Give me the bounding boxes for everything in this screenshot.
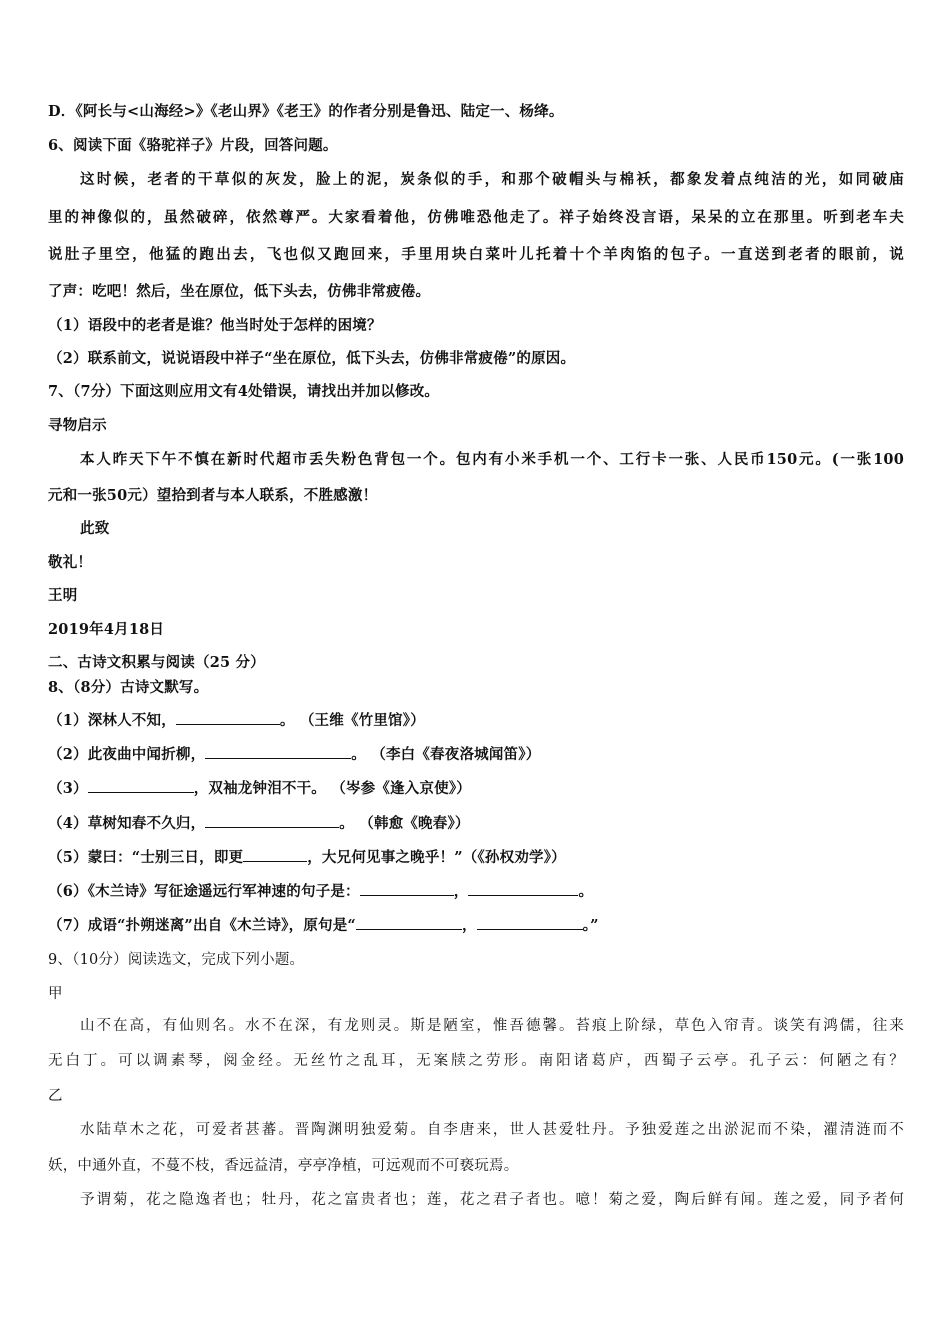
question-7-title: 7、（7分）下面这则应用文有4处错误，请找出并加以修改。 (48, 383, 440, 400)
passage-yi-line: 妖，中通外直，不蔓不枝，香远益清，亭亭净植，可远观而不可亵玩焉。 (48, 1158, 519, 1174)
recitation-item-2: （2）此夜曲中闻折柳， 。 （李白《春夜洛城闻笛》） (48, 746, 541, 763)
question-9-title: 9、（10分）阅读选文，完成下列小题。 (48, 952, 305, 968)
answer-blank[interactable] (356, 915, 462, 930)
answer-blank[interactable] (360, 881, 454, 896)
question-8-title: 8、（8分）古诗文默写。 (48, 679, 209, 696)
notice-signature: 王明 (48, 587, 78, 604)
notice-closing: 此致 (80, 520, 110, 537)
question-6-title: 6、阅读下面《骆驼祥子》片段，回答问题。 (48, 137, 338, 154)
answer-blank[interactable] (477, 915, 583, 930)
notice-date: 2019年4月18日 (48, 621, 165, 638)
recitation-item-3: （3） ，双袖龙钟泪不干。 （岑参《逢入京使》） (48, 780, 471, 797)
answer-blank[interactable] (205, 813, 339, 828)
answer-blank[interactable] (243, 847, 307, 862)
recitation-item-1: （1）深林人不知， 。 （王维《竹里馆》） (48, 712, 425, 729)
passage-jia-label: 甲 (48, 986, 63, 1002)
passage-yi-line: 水陆草木之花，可爱者甚蕃。晋陶渊明独爱菊。自李唐来，世人甚爱牡丹。予独爱莲之出淤泥而不染，濯清涟而不 (80, 1122, 904, 1138)
passage-line: 了声：吃吧！然后，坐在原位，低下头去，仿佛非常疲倦。 (48, 283, 431, 300)
recitation-item-7: （7）成语“扑朔迷离”出自《木兰诗》，原句是“ ， 。” (48, 917, 599, 934)
recitation-item-5: （5）蒙曰：“士别三日，即更 ，大兄何见事之晚乎！”（《孙权劝学》） (48, 849, 566, 866)
notice-body-line: 元和一张50元）望拾到者与本人联系，不胜感激！ (48, 487, 378, 504)
question-6-sub-1: （1）语段中的老者是谁？他当时处于怎样的困境？ (48, 317, 382, 334)
passage-line: 这时候，老者的干草似的灰发，脸上的泥，炭条似的手，和那个破帽头与棉袄，都象发着点纯洁的光，如同破庙 (80, 171, 904, 188)
option-d: D．《阿长与<山海经>》《老山界》《老王》的作者分别是鲁迅、陆定一、杨绛。 (48, 103, 564, 120)
passage-yi-line: 予谓菊，花之隐逸者也；牡丹，花之富贵者也；莲，花之君子者也。噫！菊之爱，陶后鲜有闻。莲之爱，同予者何 (80, 1192, 904, 1208)
notice-title: 寻物启示 (48, 417, 107, 434)
question-6-sub-2: （2）联系前文，说说语段中祥子“坐在原位，低下头去，仿佛非常疲倦”的原因。 (48, 350, 576, 367)
section-2-heading: 二、古诗文积累与阅读（25 分） (48, 654, 265, 671)
passage-jia-line: 山不在高，有仙则名。水不在深，有龙则灵。斯是陋室，惟吾德馨。苔痕上阶绿，草色入帘青。谈笑有鸿儒，往来 (80, 1018, 904, 1034)
passage-jia-line: 无白丁。可以调素琴，阅金经。无丝竹之乱耳，无案牍之劳形。南阳诸葛庐，西蜀子云亭。孔子云：何陋之有？ (48, 1053, 904, 1069)
recitation-item-6: （6）《木兰诗》写征途遥远行军神速的句子是： ， 。 (48, 883, 594, 900)
answer-blank[interactable] (205, 744, 351, 759)
answer-blank[interactable] (468, 881, 578, 896)
recitation-item-4: （4）草树知春不久归， 。 （韩愈《晚春》） (48, 815, 470, 832)
passage-yi-label: 乙 (48, 1088, 63, 1104)
answer-blank[interactable] (88, 778, 194, 793)
notice-salute: 敬礼！ (48, 554, 93, 571)
answer-blank[interactable] (176, 710, 280, 725)
notice-body-line: 本人昨天下午不慎在新时代超市丢失粉色背包一个。包内有小米手机一个、工行卡一张、人民币150元。(一张100 (80, 451, 904, 468)
passage-line: 里的神像似的，虽然破碎，依然尊严。大家看着他，仿佛唯恐他走了。祥子始终没言语，呆呆的立在那里。听到老车夫 (48, 209, 904, 226)
passage-line: 说肚子里空，他猛的跑出去，飞也似又跑回来，手里用块白菜叶儿托着十个羊肉馅的包子。一直送到老者的眼前，说 (48, 246, 904, 263)
